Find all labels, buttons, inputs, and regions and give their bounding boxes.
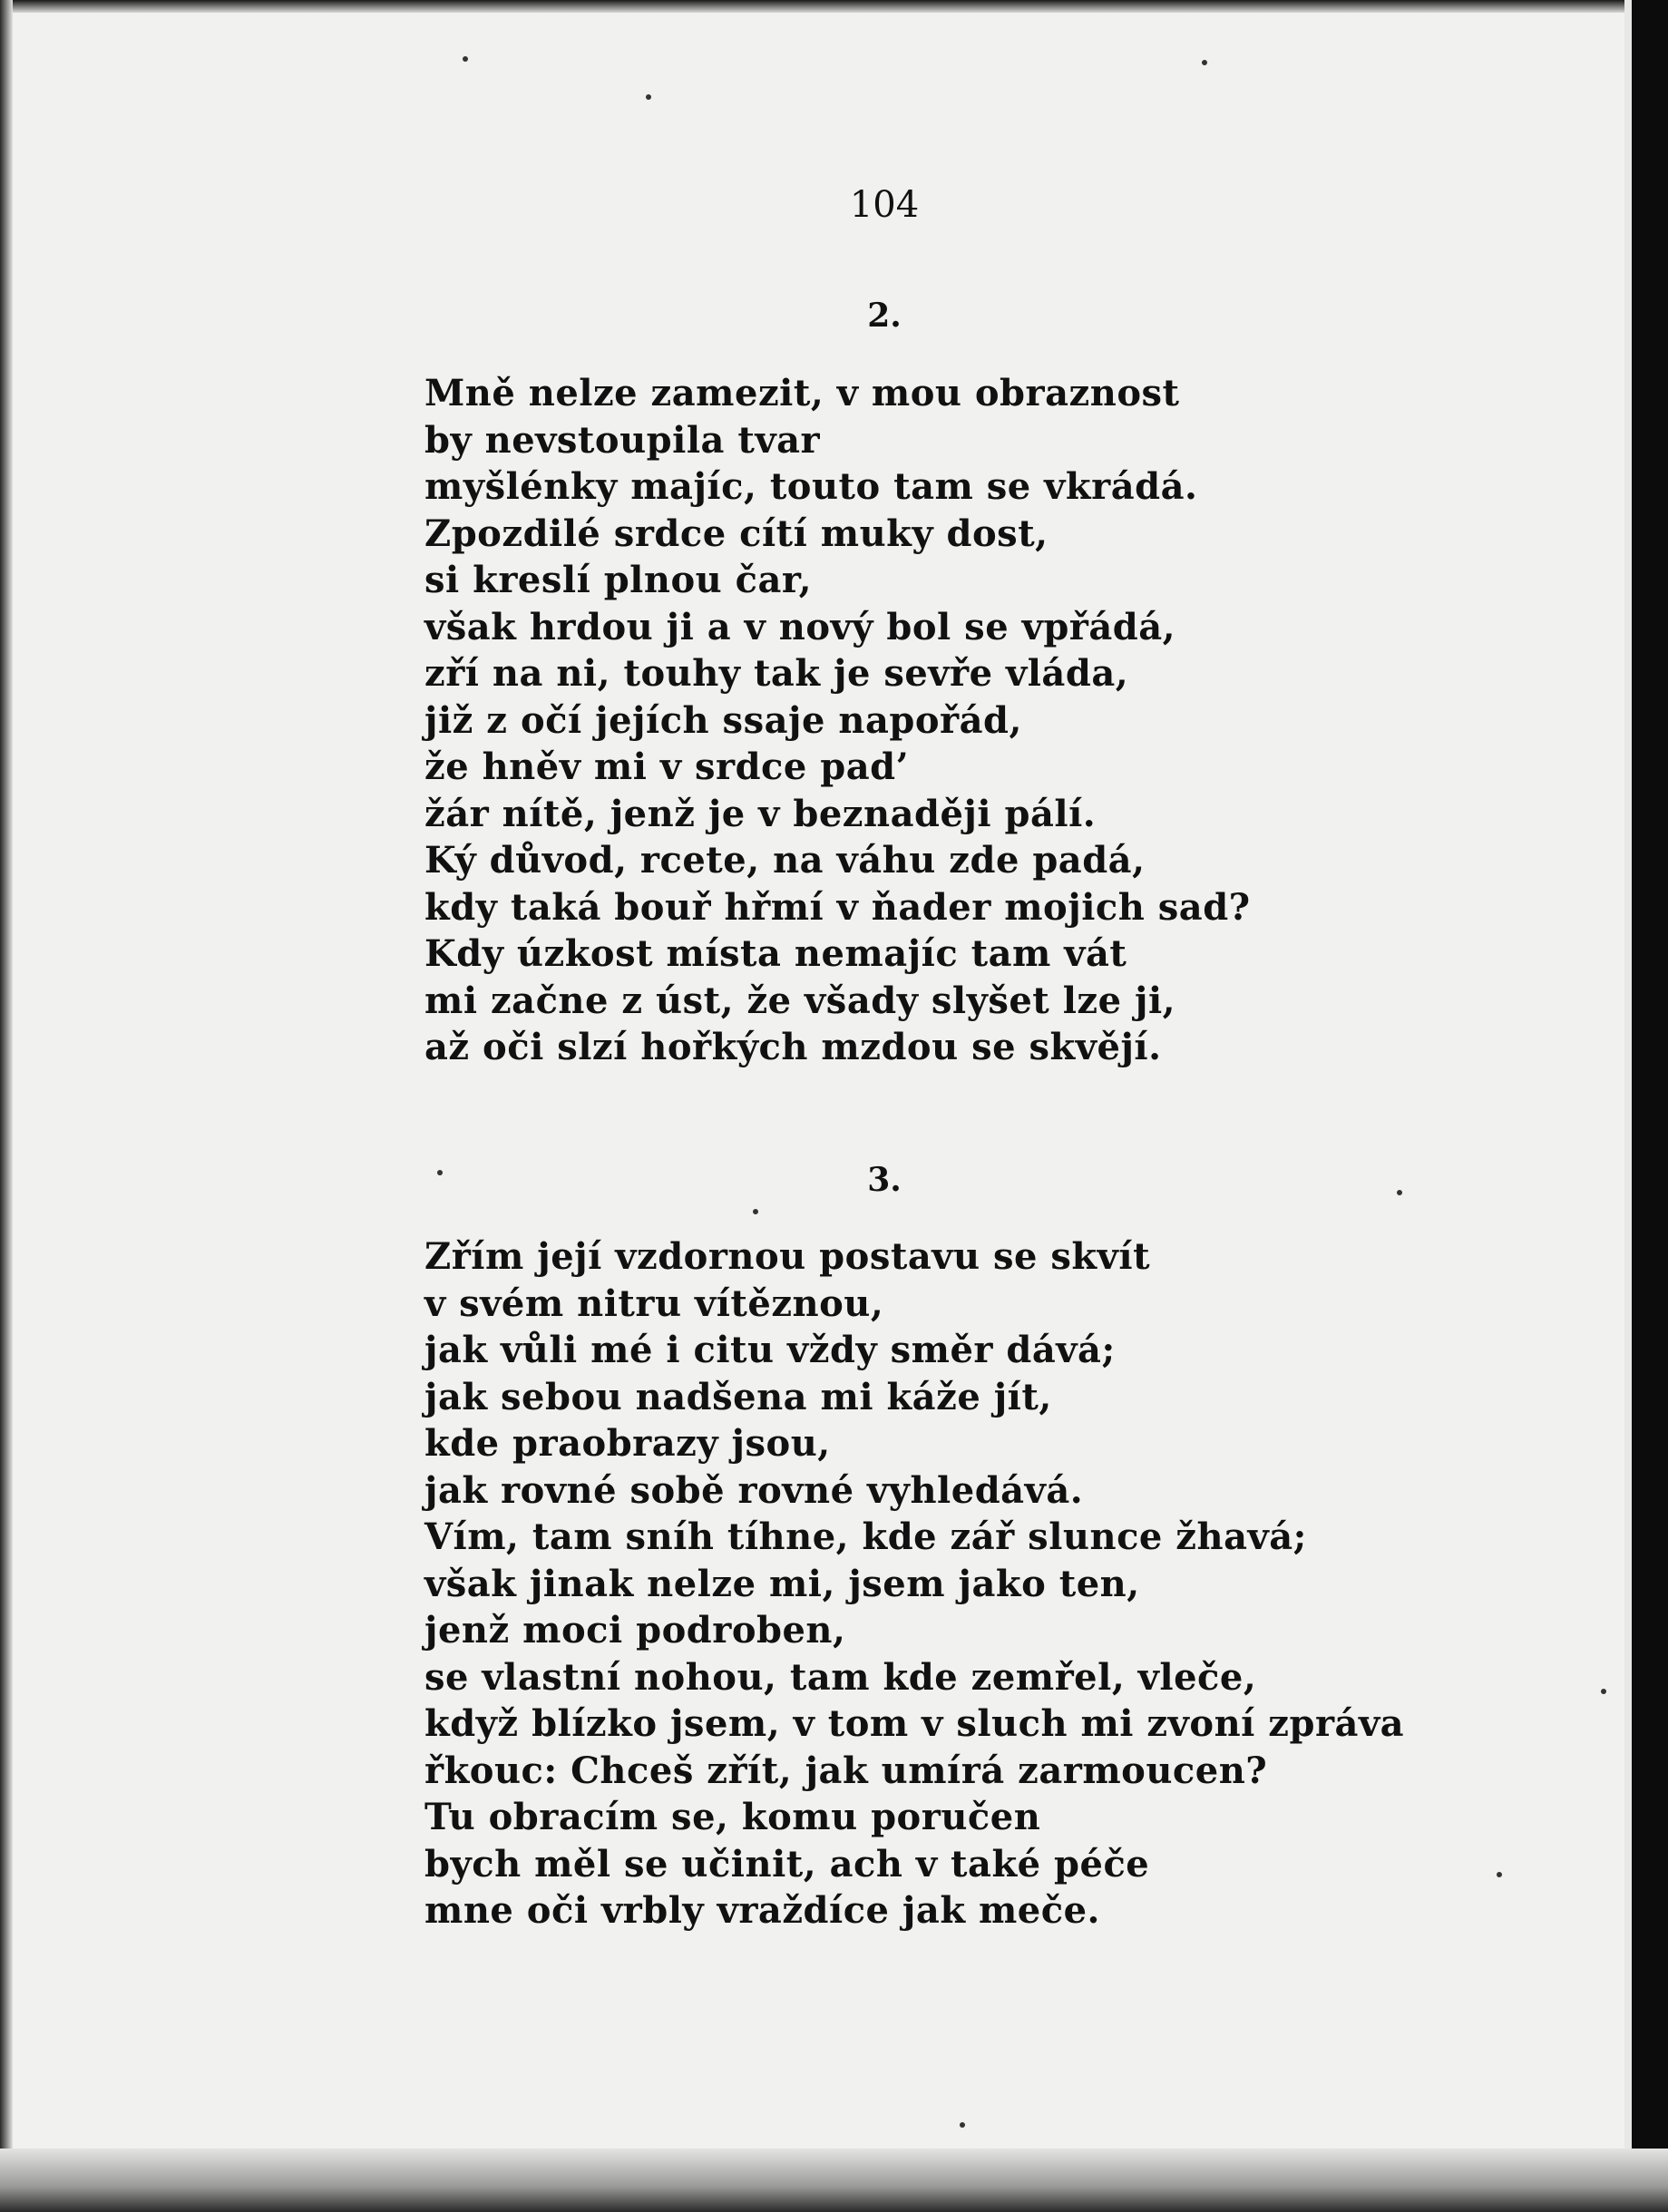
verse-line: jak sebou nadšena mi káže jít, (424, 1375, 1052, 1418)
verse-line: Ký důvod, rcete, na váhu zde padá, (424, 839, 1146, 882)
verse-line: zří na ni, touhy tak je sevře vláda, (424, 652, 1129, 695)
scan-speck (463, 56, 468, 62)
page-number: 104 (849, 184, 920, 226)
verse-line: kde praobrazy jsou, (424, 1422, 831, 1465)
verse-line: již z očí jejích ssaje napořád, (424, 698, 1022, 742)
verse-line: v svém nitru vítěznou, (424, 1281, 884, 1325)
verse-line: se vlastní nohou, tam kde zemřel, vleče, (424, 1655, 1257, 1699)
scan-speck (1397, 1190, 1402, 1195)
verse-line: až oči slzí hořkých mzdou se skvějí. (424, 1026, 1162, 1068)
verse-line: mi začne z úst, že všady slyšet lze ji, (424, 979, 1176, 1022)
verse-line: když blízko jsem, v tom v sluch mi zvoní zpráva (424, 1702, 1405, 1745)
scan-speck (646, 94, 651, 100)
verse-line: by nevstoupila tvar (424, 418, 821, 462)
scan-border-left (0, 0, 13, 2212)
scan-speck (1202, 60, 1207, 65)
verse-line: řkouc: Chceš zřít, jak umírá zarmoucen? (424, 1749, 1268, 1792)
verse-line: kdy taká bouř hřmí v ňader mojich sad? (424, 885, 1251, 929)
verse-line: Vím, tam sníh tíhne, kde zář slunce žhavá; (424, 1515, 1307, 1558)
verse-line: bych měl se učinit, ach v také péče (424, 1842, 1150, 1886)
verse-line: Zpozdilé srdce cítí muky dost, (424, 512, 1049, 555)
verse-line: Mně nelze zamezit, v mou obraznost (424, 372, 1180, 414)
poem-stanza (424, 370, 1513, 1071)
verse-line: Kdy úzkost místa nemajíc tam vát (424, 932, 1127, 975)
verse-line: však hrdou ji a v nový bol se vpřádá, (424, 605, 1176, 648)
verse-line: myšlénky majíc, touto tam se vkrádá. (424, 465, 1198, 508)
section-number: 2. (867, 297, 902, 335)
scan-speck (1601, 1689, 1606, 1694)
scan-border-bottom (0, 2149, 1668, 2212)
scan-speck (437, 1170, 443, 1175)
verse-line: mne oči vrbly vraždíce jak meče. (424, 1889, 1100, 1932)
scan-border-top (0, 0, 1668, 13)
verse-line: žár nítě, jenž je v beznaději pálí. (424, 792, 1097, 835)
section-number: 3. (867, 1161, 902, 1199)
scan-speck (960, 2122, 965, 2128)
scan-border-right (1632, 0, 1668, 2212)
verse-line: jenž moci podroben, (424, 1609, 846, 1652)
verse-line: Tu obracím se, komu poručen (424, 1796, 1041, 1838)
verse-line: že hněv mi v srdce pad’ (424, 745, 910, 788)
verse-line: však jinak nelze mi, jsem jako ten, (424, 1562, 1140, 1605)
scan-speck (753, 1209, 758, 1214)
verse-line: si kreslí plnou čar, (424, 559, 813, 601)
verse-line: jak vůli mé i citu vždy směr dává; (424, 1329, 1116, 1371)
verse-line: Zřím její vzdornou postavu se skvít (424, 1235, 1151, 1278)
poem-stanza (424, 1233, 1513, 1934)
scan-gap-right (1624, 0, 1632, 2212)
verse-line: jak rovné sobě rovné vyhledává. (424, 1468, 1084, 1512)
